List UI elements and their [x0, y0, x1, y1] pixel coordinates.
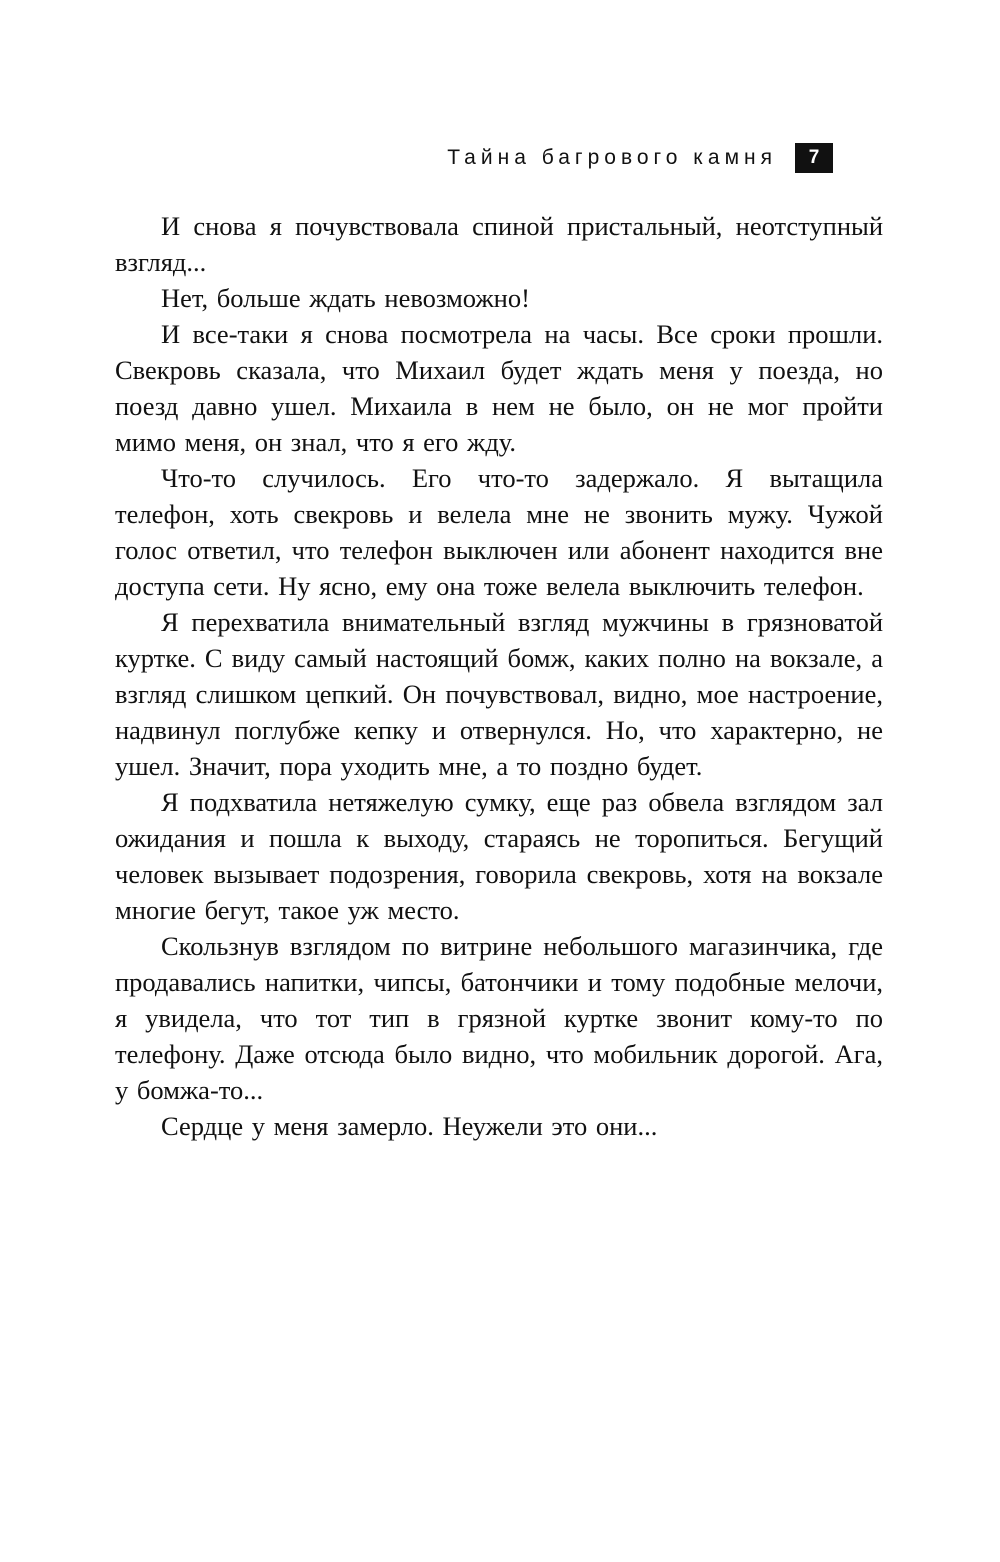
running-header: [115, 143, 833, 173]
running-title: Тайна багрового камня: [447, 146, 777, 169]
paragraph: Что-то случилось. Его что-то задержало. Я вытащила телефон, хоть свекровь и велела мне не звонить мужу. Чужой голос ответил, что телефон выключен или абонент находится вне доступа сети. Ну ясно, ему она тоже велела выключить телефон.: [115, 463, 883, 601]
text-block: [115, 208, 883, 1144]
paragraph: Я подхватила нетяжелую сумку, еще раз обвела взглядом зал ожидания и пошла к выходу, стараясь не торопиться. Бегущий человек вызывает подозрения, говорила свекровь, хотя на вокзале многие бегут, такое уж место.: [115, 787, 883, 925]
paragraph: Сердце у меня замерло. Неужели это они...: [161, 1111, 658, 1141]
paragraph: Скользнув взглядом по витрине небольшого магазинчика, где продавались напитки, чипсы, батончики и тому подобные мелочи, я увидела, что тот тип в грязной куртке звонит кому-то по телефону. Даже отсюда было видно, что мобильник дорогой. Ага, у бомжа-то...: [115, 931, 883, 1105]
paragraph: И снова я почувствовала спиной пристальный, неотступный взгляд...: [115, 211, 883, 277]
page-number-badge: 7: [795, 143, 833, 173]
paragraph: Нет, больше ждать невозможно!: [161, 283, 530, 313]
paragraph: Я перехватила внимательный взгляд мужчины в грязноватой куртке. С виду самый настоящий бомж, каких полно на вокзале, а взгляд слишком цепкий. Он почувствовал, видно, мое настроение, надвинул поглубже кепку и отвернулся. Но, что характерно, не ушел. Значит, пора уходить мне, а то поздно будет.: [115, 607, 883, 781]
paragraph: И все-таки я снова посмотрела на часы. Все сроки прошли. Свекровь сказала, что Михаил будет ждать меня у поезда, но поезд давно ушел. Михаила в нем не было, он не мог пройти мимо меня, он знал, что я его жду.: [115, 319, 883, 457]
